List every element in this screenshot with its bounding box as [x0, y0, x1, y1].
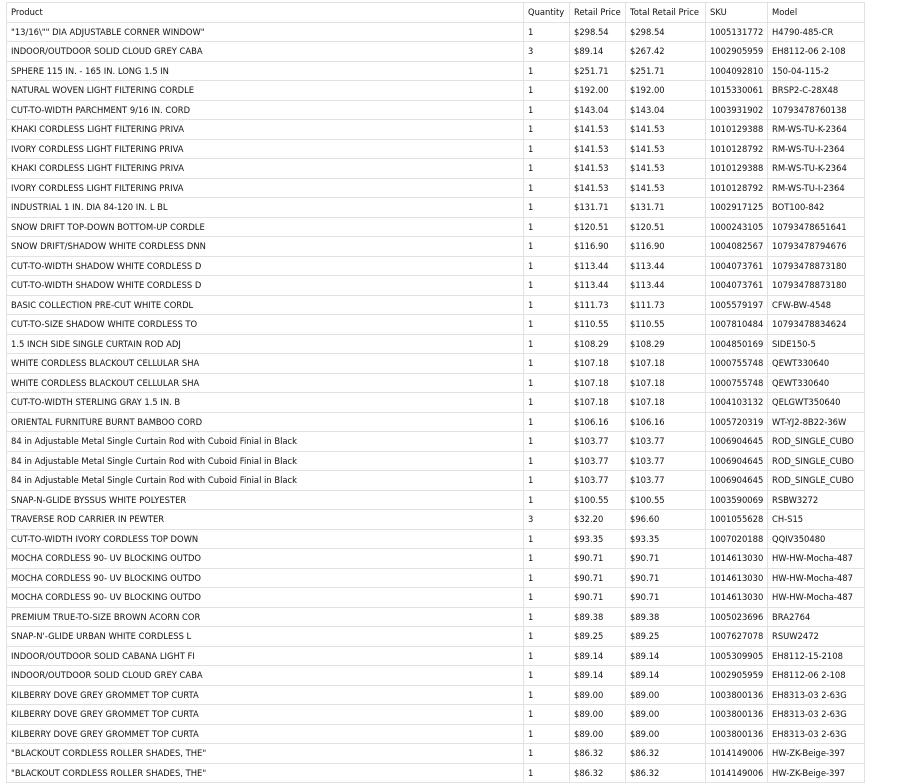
table-row [7, 724, 865, 744]
product-cell: 84 in Adjustable Metal Single Curtain Rod with Cuboid Finial in Black [7, 471, 524, 491]
retail-price-cell: $89.00 [570, 705, 626, 725]
model-cell: BOT100-842 [768, 198, 865, 218]
retail-price-cell: $103.77 [570, 432, 626, 452]
product-cell: TRAVERSE ROD CARRIER IN PEWTER [7, 510, 524, 530]
model-cell: 150-04-115-2 [768, 61, 865, 81]
model-cell: 10793478760138 [768, 100, 865, 120]
total-retail-price-cell: $108.29 [626, 334, 706, 354]
sku-cell: 1010129388 [706, 159, 768, 179]
total-retail-price-cell: $110.55 [626, 315, 706, 335]
model-cell: HW-HW-Mocha-487 [768, 588, 865, 608]
table-row [7, 393, 865, 413]
table-row [7, 61, 865, 81]
retail-price-cell: $143.04 [570, 100, 626, 120]
retail-price-cell: $298.54 [570, 22, 626, 42]
column-header-total-retail-price: Total Retail Price [626, 3, 706, 23]
retail-price-cell: $86.32 [570, 744, 626, 764]
quantity-cell: 1 [524, 81, 570, 101]
retail-price-cell: $89.25 [570, 627, 626, 647]
sku-cell: 1014149006 [706, 763, 768, 783]
retail-price-cell: $90.71 [570, 549, 626, 569]
quantity-cell: 1 [524, 549, 570, 569]
table-row [7, 666, 865, 686]
quantity-cell: 1 [524, 334, 570, 354]
model-cell: WT-YJ2-8B22-36W [768, 412, 865, 432]
sku-cell: 1003800136 [706, 685, 768, 705]
total-retail-price-cell: $131.71 [626, 198, 706, 218]
model-cell: EH8313-03 2-63G [768, 705, 865, 725]
sku-cell: 1007810484 [706, 315, 768, 335]
quantity-cell: 1 [524, 432, 570, 452]
table-row [7, 510, 865, 530]
model-cell: QQIV350480 [768, 529, 865, 549]
sku-cell: 1002905959 [706, 666, 768, 686]
quantity-cell: 1 [524, 685, 570, 705]
product-cell: KILBERRY DOVE GREY GROMMET TOP CURTA [7, 705, 524, 725]
quantity-cell: 1 [524, 178, 570, 198]
total-retail-price-cell: $143.04 [626, 100, 706, 120]
column-header-sku: SKU [706, 3, 768, 23]
table-row [7, 295, 865, 315]
sku-cell: 1005720319 [706, 412, 768, 432]
table-row [7, 685, 865, 705]
model-cell: HW-HW-Mocha-487 [768, 549, 865, 569]
sku-cell: 1005131772 [706, 22, 768, 42]
model-cell: 10793478834624 [768, 315, 865, 335]
model-cell: EH8313-03 2-63G [768, 685, 865, 705]
total-retail-price-cell: $90.71 [626, 549, 706, 569]
quantity-cell: 1 [524, 373, 570, 393]
retail-price-cell: $116.90 [570, 237, 626, 257]
model-cell: HW-ZK-Beige-397 [768, 763, 865, 783]
table-row [7, 549, 865, 569]
retail-price-cell: $113.44 [570, 256, 626, 276]
product-cell: INDUSTRIAL 1 IN. DIA 84-120 IN. L BL [7, 198, 524, 218]
sku-cell: 1015330061 [706, 81, 768, 101]
product-cell: MOCHA CORDLESS 90- UV BLOCKING OUTDO [7, 588, 524, 608]
sku-cell: 1007020188 [706, 529, 768, 549]
product-cell: CUT-TO-WIDTH STERLING GRAY 1.5 IN. B [7, 393, 524, 413]
quantity-cell: 1 [524, 705, 570, 725]
model-cell: BRSP2-C-28X48 [768, 81, 865, 101]
total-retail-price-cell: $96.60 [626, 510, 706, 530]
model-cell: EH8112-06 2-108 [768, 42, 865, 62]
total-retail-price-cell: $90.71 [626, 588, 706, 608]
quantity-cell: 1 [524, 22, 570, 42]
sku-cell: 1010128792 [706, 139, 768, 159]
model-cell: H4790-485-CR [768, 22, 865, 42]
sku-cell: 1005309905 [706, 646, 768, 666]
retail-price-cell: $251.71 [570, 61, 626, 81]
table-header [7, 3, 865, 23]
retail-price-cell: $111.73 [570, 295, 626, 315]
sku-cell: 1004082567 [706, 237, 768, 257]
product-cell: 1.5 INCH SIDE SINGLE CURTAIN ROD ADJ [7, 334, 524, 354]
header-row [7, 3, 865, 23]
model-cell: QEWT330640 [768, 373, 865, 393]
total-retail-price-cell: $111.73 [626, 295, 706, 315]
total-retail-price-cell: $89.38 [626, 607, 706, 627]
column-header-model: Model [768, 3, 865, 23]
column-header-quantity: Quantity [524, 3, 570, 23]
product-cell: KHAKI CORDLESS LIGHT FILTERING PRIVA [7, 120, 524, 140]
product-cell: IVORY CORDLESS LIGHT FILTERING PRIVA [7, 139, 524, 159]
quantity-cell: 3 [524, 42, 570, 62]
quantity-cell: 1 [524, 217, 570, 237]
table-row [7, 276, 865, 296]
quantity-cell: 1 [524, 198, 570, 218]
total-retail-price-cell: $141.53 [626, 159, 706, 179]
model-cell: ROD_SINGLE_CUBO [768, 451, 865, 471]
table-row [7, 373, 865, 393]
sku-cell: 1003800136 [706, 705, 768, 725]
table-row [7, 256, 865, 276]
sku-cell: 1003590069 [706, 490, 768, 510]
table-row [7, 744, 865, 764]
model-cell: HW-HW-Mocha-487 [768, 568, 865, 588]
table-row [7, 237, 865, 257]
quantity-cell: 1 [524, 666, 570, 686]
retail-price-cell: $141.53 [570, 159, 626, 179]
product-cell: WHITE CORDLESS BLACKOUT CELLULAR SHA [7, 354, 524, 374]
model-cell: 10793478651641 [768, 217, 865, 237]
sku-cell: 1014613030 [706, 588, 768, 608]
total-retail-price-cell: $93.35 [626, 529, 706, 549]
table-row [7, 315, 865, 335]
model-cell: SIDE150-5 [768, 334, 865, 354]
product-cell: MOCHA CORDLESS 90- UV BLOCKING OUTDO [7, 549, 524, 569]
sku-cell: 1006904645 [706, 471, 768, 491]
total-retail-price-cell: $107.18 [626, 373, 706, 393]
model-cell: 10793478873180 [768, 276, 865, 296]
product-cell: INDOOR/OUTDOOR SOLID CABANA LIGHT FI [7, 646, 524, 666]
total-retail-price-cell: $89.14 [626, 666, 706, 686]
product-cell: KILBERRY DOVE GREY GROMMET TOP CURTA [7, 724, 524, 744]
quantity-cell: 1 [524, 724, 570, 744]
quantity-cell: 1 [524, 276, 570, 296]
total-retail-price-cell: $120.51 [626, 217, 706, 237]
product-cell: KHAKI CORDLESS LIGHT FILTERING PRIVA [7, 159, 524, 179]
table-row [7, 42, 865, 62]
quantity-cell: 1 [524, 471, 570, 491]
product-cell: MOCHA CORDLESS 90- UV BLOCKING OUTDO [7, 568, 524, 588]
model-cell: EH8313-03 2-63G [768, 724, 865, 744]
quantity-cell: 1 [524, 354, 570, 374]
table-row [7, 159, 865, 179]
total-retail-price-cell: $100.55 [626, 490, 706, 510]
model-cell: HW-ZK-Beige-397 [768, 744, 865, 764]
retail-price-cell: $90.71 [570, 568, 626, 588]
quantity-cell: 1 [524, 607, 570, 627]
product-cell: CUT-TO-SIZE SHADOW WHITE CORDLESS TO [7, 315, 524, 335]
table-row [7, 120, 865, 140]
model-cell: QELGWT350640 [768, 393, 865, 413]
sku-cell: 1006904645 [706, 432, 768, 452]
model-cell: RM-WS-TU-I-2364 [768, 139, 865, 159]
sku-cell: 1001055628 [706, 510, 768, 530]
product-table-container [6, 2, 864, 783]
quantity-cell: 1 [524, 744, 570, 764]
sku-cell: 1004073761 [706, 256, 768, 276]
sku-cell: 1006904645 [706, 451, 768, 471]
table-row [7, 334, 865, 354]
retail-price-cell: $107.18 [570, 393, 626, 413]
retail-price-cell: $113.44 [570, 276, 626, 296]
retail-price-cell: $108.29 [570, 334, 626, 354]
product-cell: 84 in Adjustable Metal Single Curtain Rod with Cuboid Finial in Black [7, 451, 524, 471]
model-cell: RM-WS-TU-I-2364 [768, 178, 865, 198]
total-retail-price-cell: $113.44 [626, 256, 706, 276]
product-cell: "13/16\"" DIA ADJUSTABLE CORNER WINDOW" [7, 22, 524, 42]
model-cell: ROD_SINGLE_CUBO [768, 432, 865, 452]
retail-price-cell: $89.14 [570, 646, 626, 666]
retail-price-cell: $141.53 [570, 120, 626, 140]
product-cell: IVORY CORDLESS LIGHT FILTERING PRIVA [7, 178, 524, 198]
sku-cell: 1014149006 [706, 744, 768, 764]
retail-price-cell: $103.77 [570, 471, 626, 491]
retail-price-cell: $110.55 [570, 315, 626, 335]
retail-price-cell: $90.71 [570, 588, 626, 608]
column-header-product: Product [7, 3, 524, 23]
product-cell: INDOOR/OUTDOOR SOLID CLOUD GREY CABA [7, 666, 524, 686]
sku-cell: 1000755748 [706, 373, 768, 393]
product-cell: "BLACKOUT CORDLESS ROLLER SHADES, THE" [7, 763, 524, 783]
sku-cell: 1010128792 [706, 178, 768, 198]
sku-cell: 1005023696 [706, 607, 768, 627]
quantity-cell: 1 [524, 256, 570, 276]
table-row [7, 81, 865, 101]
model-cell: RM-WS-TU-K-2364 [768, 120, 865, 140]
quantity-cell: 1 [524, 159, 570, 179]
total-retail-price-cell: $103.77 [626, 432, 706, 452]
quantity-cell: 1 [524, 315, 570, 335]
model-cell: EH8112-06 2-108 [768, 666, 865, 686]
sku-cell: 1004092810 [706, 61, 768, 81]
product-cell: CUT-TO-WIDTH SHADOW WHITE CORDLESS D [7, 276, 524, 296]
product-cell: SNAP-N'-GLIDE URBAN WHITE CORDLESS L [7, 627, 524, 647]
retail-price-cell: $131.71 [570, 198, 626, 218]
quantity-cell: 1 [524, 393, 570, 413]
product-cell: CUT-TO-WIDTH PARCHMENT 9/16 IN. CORD [7, 100, 524, 120]
total-retail-price-cell: $86.32 [626, 744, 706, 764]
model-cell: ROD_SINGLE_CUBO [768, 471, 865, 491]
quantity-cell: 1 [524, 295, 570, 315]
table-row [7, 646, 865, 666]
retail-price-cell: $141.53 [570, 178, 626, 198]
table-row [7, 588, 865, 608]
total-retail-price-cell: $106.16 [626, 412, 706, 432]
total-retail-price-cell: $251.71 [626, 61, 706, 81]
retail-price-cell: $141.53 [570, 139, 626, 159]
quantity-cell: 1 [524, 451, 570, 471]
product-cell: 84 in Adjustable Metal Single Curtain Rod with Cuboid Finial in Black [7, 432, 524, 452]
product-cell: WHITE CORDLESS BLACKOUT CELLULAR SHA [7, 373, 524, 393]
quantity-cell: 1 [524, 529, 570, 549]
retail-price-cell: $89.38 [570, 607, 626, 627]
sku-cell: 1014613030 [706, 568, 768, 588]
retail-price-cell: $89.14 [570, 42, 626, 62]
quantity-cell: 1 [524, 61, 570, 81]
table-row [7, 100, 865, 120]
total-retail-price-cell: $267.42 [626, 42, 706, 62]
quantity-cell: 1 [524, 100, 570, 120]
sku-cell: 1000755748 [706, 354, 768, 374]
table-row [7, 763, 865, 783]
total-retail-price-cell: $103.77 [626, 451, 706, 471]
total-retail-price-cell: $89.00 [626, 685, 706, 705]
table-row [7, 471, 865, 491]
table-row [7, 217, 865, 237]
total-retail-price-cell: $107.18 [626, 393, 706, 413]
total-retail-price-cell: $89.00 [626, 705, 706, 725]
product-cell: "BLACKOUT CORDLESS ROLLER SHADES, THE" [7, 744, 524, 764]
retail-price-cell: $86.32 [570, 763, 626, 783]
table-row [7, 412, 865, 432]
quantity-cell: 1 [524, 412, 570, 432]
quantity-cell: 1 [524, 627, 570, 647]
retail-price-cell: $103.77 [570, 451, 626, 471]
total-retail-price-cell: $86.32 [626, 763, 706, 783]
table-row [7, 354, 865, 374]
table-row [7, 627, 865, 647]
total-retail-price-cell: $141.53 [626, 139, 706, 159]
quantity-cell: 1 [524, 139, 570, 159]
product-cell: SNOW DRIFT TOP-DOWN BOTTOM-UP CORDLE [7, 217, 524, 237]
table-row [7, 705, 865, 725]
retail-price-cell: $107.18 [570, 354, 626, 374]
table-row [7, 490, 865, 510]
product-cell: SNAP-N-GLIDE BYSSUS WHITE POLYESTER [7, 490, 524, 510]
sku-cell: 1007627078 [706, 627, 768, 647]
total-retail-price-cell: $89.14 [626, 646, 706, 666]
model-cell: RSUW2472 [768, 627, 865, 647]
product-cell: SPHERE 115 IN. - 165 IN. LONG 1.5 IN [7, 61, 524, 81]
quantity-cell: 1 [524, 588, 570, 608]
table-row [7, 529, 865, 549]
total-retail-price-cell: $192.00 [626, 81, 706, 101]
table-row [7, 607, 865, 627]
total-retail-price-cell: $107.18 [626, 354, 706, 374]
model-cell: 10793478873180 [768, 256, 865, 276]
model-cell: EH8112-15-2108 [768, 646, 865, 666]
sku-cell: 1004073761 [706, 276, 768, 296]
sku-cell: 1010129388 [706, 120, 768, 140]
quantity-cell: 1 [524, 237, 570, 257]
quantity-cell: 1 [524, 646, 570, 666]
product-cell: PREMIUM TRUE-TO-SIZE BROWN ACORN COR [7, 607, 524, 627]
table-row [7, 451, 865, 471]
total-retail-price-cell: $116.90 [626, 237, 706, 257]
product-cell: ORIENTAL FURNITURE BURNT BAMBOO CORD [7, 412, 524, 432]
model-cell: QEWT330640 [768, 354, 865, 374]
table-row [7, 568, 865, 588]
product-cell: CUT-TO-WIDTH IVORY CORDLESS TOP DOWN [7, 529, 524, 549]
retail-price-cell: $89.14 [570, 666, 626, 686]
table-row [7, 139, 865, 159]
retail-price-cell: $192.00 [570, 81, 626, 101]
retail-price-cell: $32.20 [570, 510, 626, 530]
quantity-cell: 1 [524, 568, 570, 588]
total-retail-price-cell: $89.25 [626, 627, 706, 647]
model-cell: RM-WS-TU-K-2364 [768, 159, 865, 179]
product-cell: CUT-TO-WIDTH SHADOW WHITE CORDLESS D [7, 256, 524, 276]
model-cell: CFW-BW-4548 [768, 295, 865, 315]
column-header-retail-price: Retail Price [570, 3, 626, 23]
retail-price-cell: $120.51 [570, 217, 626, 237]
table-row [7, 198, 865, 218]
sku-cell: 1004103132 [706, 393, 768, 413]
sku-cell: 1014613030 [706, 549, 768, 569]
product-cell: SNOW DRIFT/SHADOW WHITE CORDLESS DNN [7, 237, 524, 257]
product-table [6, 2, 865, 783]
retail-price-cell: $93.35 [570, 529, 626, 549]
quantity-cell: 1 [524, 490, 570, 510]
product-cell: NATURAL WOVEN LIGHT FILTERING CORDLE [7, 81, 524, 101]
total-retail-price-cell: $103.77 [626, 471, 706, 491]
table-row [7, 432, 865, 452]
model-cell: CH-S15 [768, 510, 865, 530]
quantity-cell: 3 [524, 510, 570, 530]
table-row [7, 22, 865, 42]
sku-cell: 1000243105 [706, 217, 768, 237]
model-cell: 10793478794676 [768, 237, 865, 257]
sku-cell: 1003800136 [706, 724, 768, 744]
retail-price-cell: $89.00 [570, 724, 626, 744]
sku-cell: 1004850169 [706, 334, 768, 354]
table-row [7, 178, 865, 198]
total-retail-price-cell: $90.71 [626, 568, 706, 588]
retail-price-cell: $89.00 [570, 685, 626, 705]
quantity-cell: 1 [524, 120, 570, 140]
total-retail-price-cell: $141.53 [626, 178, 706, 198]
product-cell: INDOOR/OUTDOOR SOLID CLOUD GREY CABA [7, 42, 524, 62]
retail-price-cell: $107.18 [570, 373, 626, 393]
product-cell: BASIC COLLECTION PRE-CUT WHITE CORDL [7, 295, 524, 315]
model-cell: BRA2764 [768, 607, 865, 627]
total-retail-price-cell: $113.44 [626, 276, 706, 296]
total-retail-price-cell: $298.54 [626, 22, 706, 42]
sku-cell: 1003931902 [706, 100, 768, 120]
quantity-cell: 1 [524, 763, 570, 783]
retail-price-cell: $100.55 [570, 490, 626, 510]
sku-cell: 1002917125 [706, 198, 768, 218]
table-body [7, 22, 865, 783]
model-cell: RSBW3272 [768, 490, 865, 510]
sku-cell: 1005579197 [706, 295, 768, 315]
total-retail-price-cell: $141.53 [626, 120, 706, 140]
sku-cell: 1002905959 [706, 42, 768, 62]
product-cell: KILBERRY DOVE GREY GROMMET TOP CURTA [7, 685, 524, 705]
total-retail-price-cell: $89.00 [626, 724, 706, 744]
retail-price-cell: $106.16 [570, 412, 626, 432]
